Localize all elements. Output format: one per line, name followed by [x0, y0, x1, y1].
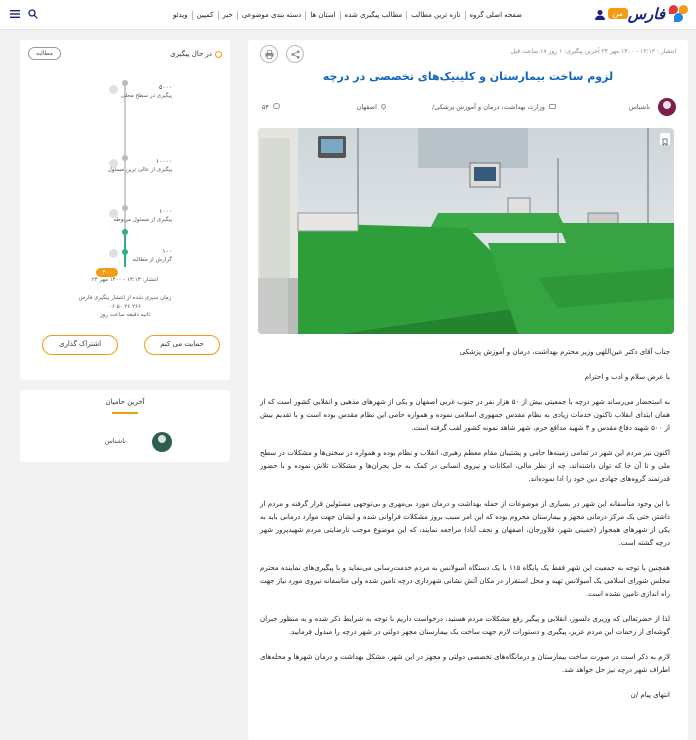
article-meta: انتشار : ۱۳:۱۳ - ۱۴۰۰ مهر ۲۴ آخرین پیگیری: ۱ روز ۱۸ ساعت قبل [510, 48, 676, 55]
menu-icon[interactable] [10, 9, 20, 19]
nav-item-latest[interactable]: تازه ترین مطالب [406, 11, 464, 20]
paragraph: با عرض سلام و ادب و احترام [584, 373, 670, 381]
paragraph: همچنین با توجه به جمعیت این شهر فقط یک پایگاه ۱۱۵ با یک دستگاه آمبولانس به مردم خدمت‌رسانی می‌نماید و با پیگیری‌های نماینده محترم مجلس شورای اسلامی یک آمبولانس تهیه و محل استقرار در مکان آتش نشانی شهرداری درچه تامین شده ولی متاسفانه نیروی مورد نیاز جهت راه اندازی تامین نشده است. [260, 564, 671, 598]
article-byline [260, 98, 676, 116]
paragraph: اکنون نیز مردم این شهر در تمامی زمینه‌ها حامی و پشتیبان مقام معظم رهبری، انقلاب و نظام بوده و همواره در سختی‌ها و مشکلات در سطح ملی و تا آن جا که توان داشته‌اند، چه از نظر مالی، امکانات و نیروی انسانی در کمک به حل بحران‌ها و مشکلات تلاش نموده و با حضور قدرتمند گروه‌های جهادی دین خود را ادا نموده‌اند. [260, 449, 670, 483]
nav-item-provinces[interactable]: استان ها [305, 11, 339, 20]
supporters-card [20, 390, 230, 462]
location-pin-icon [380, 103, 387, 110]
logo-text: فارس [627, 5, 665, 23]
nav-item-news[interactable]: خبر [218, 11, 237, 20]
folder-icon [549, 104, 556, 109]
avatar [152, 432, 172, 452]
tracking-card [20, 40, 230, 380]
published-date: انتشار: ۱۳:۱۳ - ۱۴۰۰ مهر ۲۴ [91, 277, 159, 283]
paragraph: انتهای پیام /ن [630, 691, 670, 699]
article-hero-image [258, 128, 674, 334]
search-icon[interactable] [28, 9, 38, 19]
fars-logo-icon [668, 5, 688, 23]
tracking-status-icon [215, 51, 222, 58]
print-icon [265, 50, 274, 59]
share-icon [291, 50, 300, 59]
support-button[interactable]: حمایت می کنم [144, 335, 220, 355]
timeline-step: ۱۰۰۰ پیگیری از مسئول مربوطه [113, 208, 172, 223]
paragraph: لازم به ذکر است در صورت ساخت بیمارستان و درمانگاه‌های تخصصی دولتی و مجهز در این شهر، مشکل بهداشت و درمان شهرها و محله‌های اطراف شهر درچه نیز حل خواهد شد. [260, 653, 670, 674]
author-avatar [658, 98, 676, 116]
live-badge[interactable]: من [608, 8, 628, 19]
elapsed-label: زمان سپری شده از انتشار پیگیری فارس [78, 295, 172, 301]
article-actions [260, 45, 304, 63]
nav-item-categories[interactable]: دسته بندی موضوعی [237, 11, 305, 20]
nav-item-group-home[interactable]: صفحه اصلی گروه [465, 11, 527, 20]
demand-pill[interactable]: مطالبه [28, 47, 61, 60]
paragraph: لذا از حضرتعالی که وزیری دلسوز، انقلابی و پیگیر رفع مشکلات مردم هستید، درخواست داریم با توجه به شرایط ذکر شده و به منظور جبران گوشه‌ای از زحمات این مردم عزیز، پیگیری و دستورات لازم جهت ساخت یک بیمارستان مجهز دولتی در شهر درچه را مبذول فرمایید. [260, 615, 670, 636]
tracking-title: در حال پیگیری [170, 50, 222, 58]
timeline-step: ۵۰۰۰ پیگیری در سطح محلی [120, 84, 172, 99]
article-body [260, 346, 670, 714]
timeline-step: ۱۰۰ گزارش از مطالبه [132, 248, 172, 263]
supporters-title: آخرین حامیان [105, 398, 145, 406]
article-card [248, 40, 688, 740]
share-button[interactable]: اشتراک گذاری [42, 335, 118, 355]
print-icon-button[interactable] [260, 45, 278, 63]
comment-count[interactable]: ۵۴ [262, 103, 280, 111]
supporter-name: ناشناس [104, 437, 126, 445]
article-title: لزوم ساخت بیمارستان و کلینیک‌های تخصصی در درچه [322, 70, 614, 83]
paragraph: به استحضار می‌رساند شهر درچه با جمعیتی بیش از ۵۰ هزار نفر در جنوب غربی اصفهان و یکی از شهرهای مذهبی و انقلابی کشور است که از همان ابتدای انقلاب تاکنون خدمات زیادی به نظام مقدس جمهوری اسلامی نموده و همواره حامی این نظام مقدس بوده است و با تقدیم بیش از ۵۰۰ شهید دفاع مقدس و ۴ شهید مدافع حرم، شهر شاهد نمونه کشور لقب گرفته است. [260, 398, 670, 432]
comment-icon [273, 103, 280, 109]
paragraph: جناب آقای دکتر عین‌اللهی وزیر محترم بهداشت، درمان و آموزش پزشکی [459, 348, 670, 356]
main-nav [169, 11, 526, 20]
nav-item-followed[interactable]: مطالب پیگیری شده [340, 11, 407, 20]
nav-item-video[interactable]: ویدئو [172, 11, 188, 19]
paragraph: با این وجود متأسفانه این شهر در بسیاری از موضوعات از جمله بهداشت و درمان مورد بی‌مهری و بی‌توجهی مسئولین قرار گرفته و مردم از داشتن حتی یک مرکز درمانی مجهز و بیمارستان محروم بوده که این امر سبب بروز مشکلات فراوانی شده و ایشان جهت موارد درمانی باید به یکی از شهرهای همجوار (خمینی شهر، فلاورجان، اصفهان و نجف آباد) مراجعه نمایند، که این موضوع موجب نارضایتی مردم شهیدپرور شهر درچه گشته است. [260, 500, 670, 547]
ministry-label: وزارت بهداشت، درمان و آموزش پزشکی/ [432, 103, 556, 111]
hospital-ward-image [258, 128, 674, 334]
timeline-step: ۱۰۰۰۰ پیگیری از عالی ترین مسئول [107, 158, 172, 173]
user-icon[interactable] [594, 9, 606, 21]
elapsed-units: ثانیه دقیقه ساعت روز [100, 312, 150, 318]
bookmark-icon[interactable] [660, 133, 670, 145]
top-header [0, 0, 696, 30]
author-name: ناشناس [628, 103, 650, 111]
timeline-dot-current [122, 229, 128, 235]
location-label: اصفهان [357, 103, 386, 111]
nav-item-campaign[interactable]: کمپین [192, 11, 218, 20]
elapsed-value: ۲۶۶ ۲۶ ۵۰ ۰۶ [109, 304, 141, 310]
title-underline [112, 412, 138, 414]
header-actions [10, 9, 38, 19]
share-icon-button[interactable] [286, 45, 304, 63]
current-count-badge: ۴۰۰ [96, 268, 118, 277]
logo[interactable] [628, 5, 688, 23]
